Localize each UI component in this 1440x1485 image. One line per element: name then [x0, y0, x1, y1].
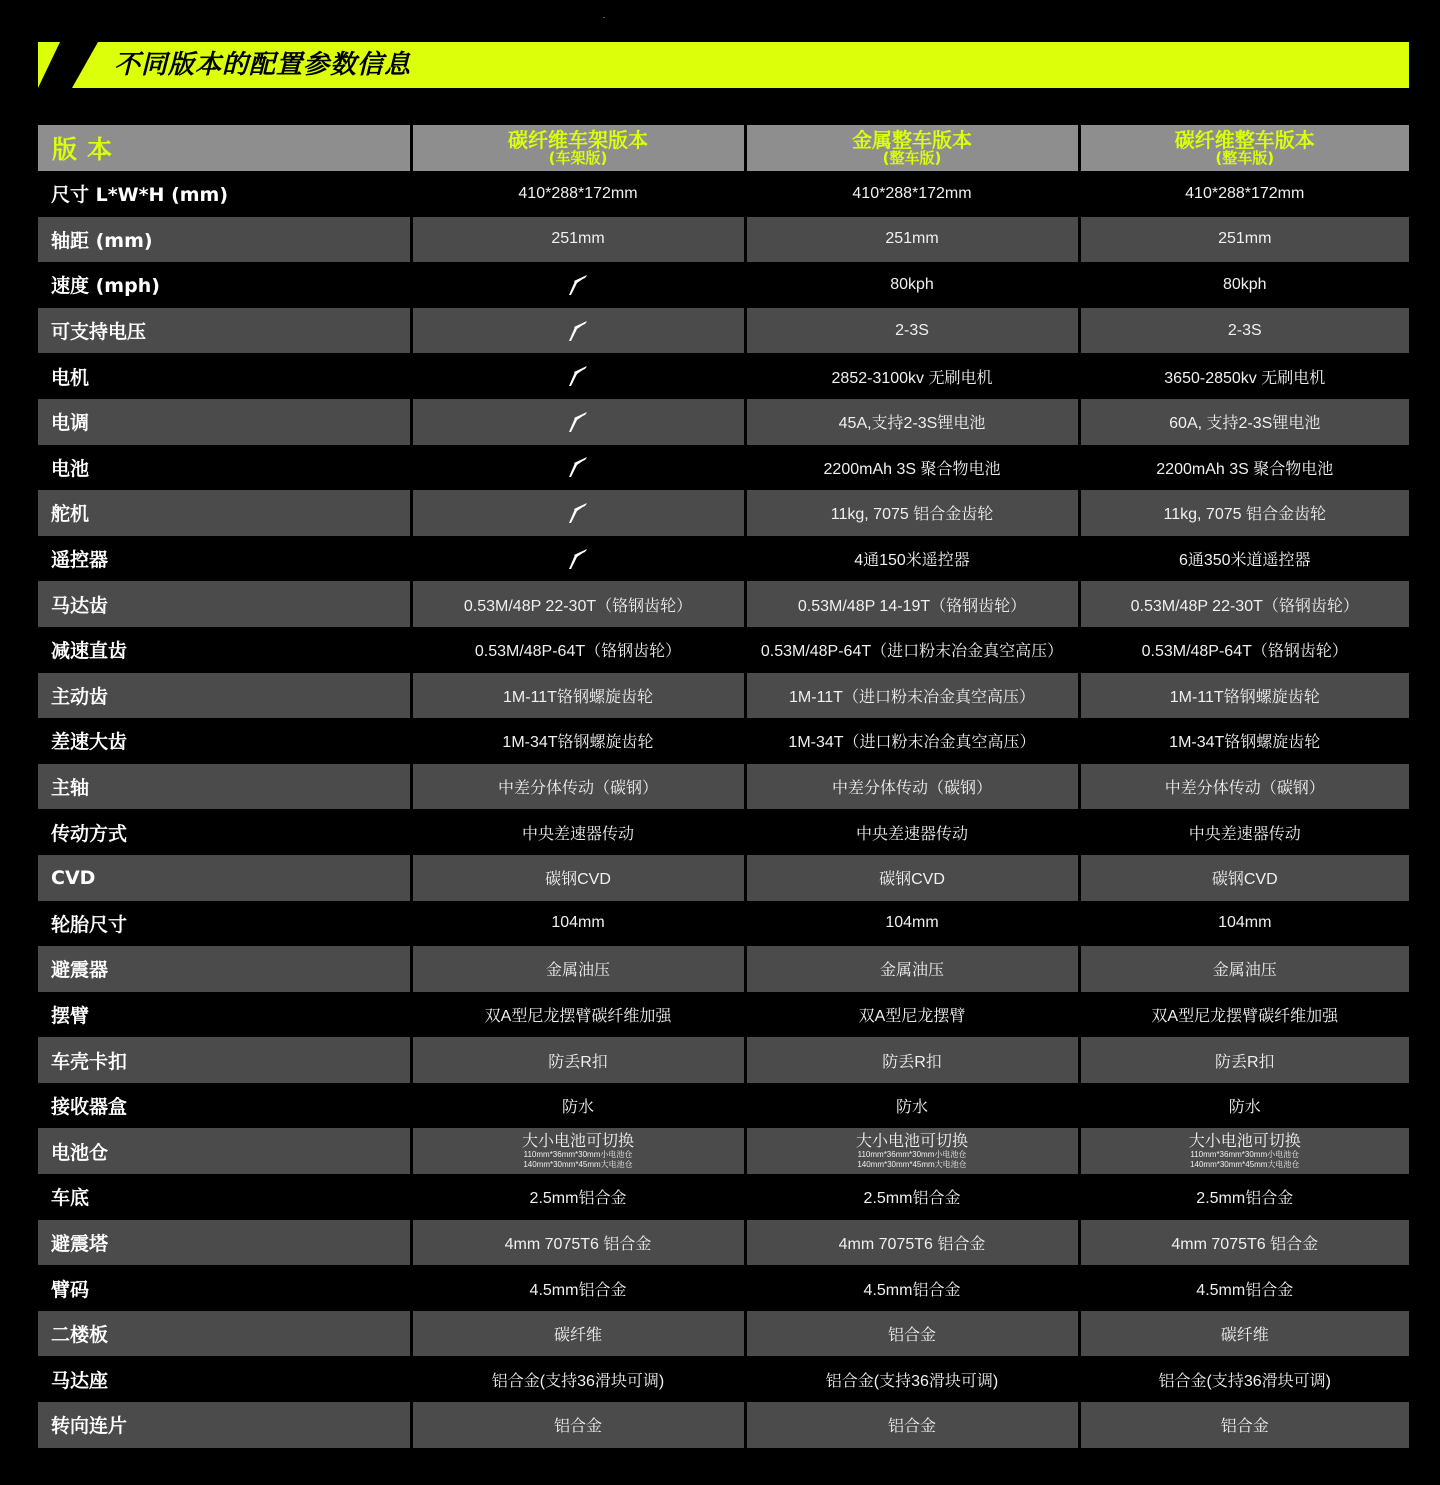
row-label: 接收器盒	[38, 1083, 411, 1129]
table-cell: 防水	[1079, 1083, 1409, 1129]
row-label: 电调	[38, 399, 411, 445]
table-row	[38, 627, 1409, 673]
table-cell: 碳钢CVD	[745, 855, 1079, 901]
table-row	[38, 1220, 1409, 1266]
table-cell: 0.53M/48P-64T（铬钢齿轮）	[411, 627, 745, 673]
slash-icon	[565, 455, 591, 479]
table-cell: 金属油压	[745, 946, 1079, 992]
table-row	[38, 1083, 1409, 1129]
row-label: 马达齿	[38, 581, 411, 627]
table-cell: 1M-11T（进口粉末冶金真空高压）	[745, 673, 1079, 719]
row-label: 舵机	[38, 490, 411, 536]
table-cell: 2200mAh 3S 聚合物电池	[1079, 445, 1409, 491]
slash-icon	[565, 547, 591, 571]
table-row	[38, 581, 1409, 627]
row-label: 轮胎尺寸	[38, 901, 411, 947]
table-cell: 4通150米遥控器	[745, 536, 1079, 582]
table-cell: 防水	[745, 1083, 1079, 1129]
table-cell: 0.53M/48P 22-30T（铬钢齿轮）	[1079, 581, 1409, 627]
table-cell	[411, 536, 745, 582]
table-cell: 1M-34T铬钢螺旋齿轮	[1079, 718, 1409, 764]
battery-main: 大小电池可切换	[855, 1132, 968, 1150]
table-cell: 1M-11T铬钢螺旋齿轮	[1079, 673, 1409, 719]
table-row	[38, 673, 1409, 719]
battery-line-2: 140mm*30mm*45mm大电池仓	[523, 1159, 633, 1169]
slash-icon	[565, 364, 591, 388]
table-cell: 双A型尼龙摆臂碳纤维加强	[411, 992, 745, 1038]
table-cell: 中差分体传动（碳钢）	[745, 764, 1079, 810]
row-label: 尺寸 L*W*H (mm)	[38, 171, 411, 217]
table-cell: 铝合金(支持36滑块可调)	[411, 1356, 745, 1402]
header-version-metal-full	[745, 125, 1079, 171]
table-cell: 2.5mm铝合金	[745, 1174, 1079, 1220]
table-cell: 6通350米道遥控器	[1079, 536, 1409, 582]
row-label: 车壳卡扣	[38, 1037, 411, 1083]
row-label: 速度 (mph)	[38, 262, 411, 308]
version-subtitle: (车架版)	[548, 148, 608, 167]
table-cell: 双A型尼龙摆臂碳纤维加强	[1079, 992, 1409, 1038]
version-subtitle: (整车版)	[1215, 148, 1275, 167]
table-cell: 防丢R扣	[745, 1037, 1079, 1083]
table-cell: 防丢R扣	[411, 1037, 745, 1083]
table-cell: 2-3S	[745, 308, 1079, 354]
row-label: 电池仓	[38, 1128, 411, 1174]
table-cell: 104mm	[745, 901, 1079, 947]
table-cell: 1M-34T（进口粉末冶金真空高压）	[745, 718, 1079, 764]
battery-line-2: 140mm*30mm*45mm大电池仓	[1190, 1159, 1300, 1169]
spec-table	[38, 125, 1409, 1448]
table-cell: 中央差速器传动	[1079, 809, 1409, 855]
row-label: 减速直齿	[38, 627, 411, 673]
table-cell: 碳纤维	[411, 1311, 745, 1357]
table-row	[38, 1265, 1409, 1311]
table-cell: 铝合金(支持36滑块可调)	[745, 1356, 1079, 1402]
table-cell: 4.5mm铝合金	[1079, 1265, 1409, 1311]
table-row	[38, 308, 1409, 354]
table-cell: 80kph	[745, 262, 1079, 308]
table-cell: 60A, 支持2-3S锂电池	[1079, 399, 1409, 445]
table-row	[38, 855, 1409, 901]
table-cell	[411, 399, 745, 445]
battery-line-2: 140mm*30mm*45mm大电池仓	[857, 1159, 967, 1169]
slash-icon	[565, 501, 591, 525]
table-cell: 4.5mm铝合金	[411, 1265, 745, 1311]
header-version-carbon-full	[1079, 125, 1409, 171]
table-cell: 双A型尼龙摆臂	[745, 992, 1079, 1038]
table-row	[38, 1037, 1409, 1083]
top-dot	[603, 17, 605, 18]
table-cell: 410*288*172mm	[411, 171, 745, 217]
table-header-row	[38, 125, 1409, 171]
table-cell: 104mm	[411, 901, 745, 947]
battery-main: 大小电池可切换	[521, 1132, 634, 1150]
table-cell	[411, 1128, 745, 1174]
table-cell: 251mm	[411, 217, 745, 263]
table-cell: 金属油压	[411, 946, 745, 992]
row-label: 传动方式	[38, 809, 411, 855]
table-cell	[745, 1128, 1079, 1174]
header-label: 版本	[38, 125, 411, 171]
row-label: 可支持电压	[38, 308, 411, 354]
row-label: 转向连片	[38, 1402, 411, 1448]
battery-line-1: 110mm*36mm*30mm小电池仓	[523, 1149, 633, 1159]
table-row	[38, 171, 1409, 217]
table-row	[38, 1311, 1409, 1357]
table-cell: 3650-2850kv 无刷电机	[1079, 353, 1409, 399]
section-banner	[38, 42, 1409, 88]
table-cell: 2852-3100kv 无刷电机	[745, 353, 1079, 399]
table-cell: 中差分体传动（碳钢）	[411, 764, 745, 810]
table-cell: 碳钢CVD	[411, 855, 745, 901]
banner-stripe-icon	[38, 42, 98, 88]
table-cell: 0.53M/48P 14-19T（铬钢齿轮）	[745, 581, 1079, 627]
table-cell	[411, 445, 745, 491]
table-row	[38, 992, 1409, 1038]
table-row	[38, 1402, 1409, 1448]
row-label: 电机	[38, 353, 411, 399]
table-cell	[411, 353, 745, 399]
table-cell: 铝合金	[411, 1402, 745, 1448]
table-cell: 4.5mm铝合金	[745, 1265, 1079, 1311]
table-row	[38, 946, 1409, 992]
table-cell	[411, 490, 745, 536]
table-row	[38, 1128, 1409, 1174]
banner-title: 不同版本的配置参数信息	[114, 50, 412, 80]
spec-table-body	[38, 171, 1409, 1448]
table-row	[38, 353, 1409, 399]
table-row	[38, 1174, 1409, 1220]
table-cell: 11kg, 7075 铝合金齿轮	[745, 490, 1079, 536]
table-cell: 4mm 7075T6 铝合金	[745, 1220, 1079, 1266]
header-version-carbon-frame	[411, 125, 745, 171]
table-cell: 410*288*172mm	[745, 171, 1079, 217]
table-cell	[411, 262, 745, 308]
version-title: 碳纤维车架版本	[508, 127, 648, 152]
row-label: 主动齿	[38, 673, 411, 719]
battery-main: 大小电池可切换	[1188, 1132, 1301, 1150]
table-row	[38, 217, 1409, 263]
table-cell: 碳纤维	[1079, 1311, 1409, 1357]
table-cell: 防水	[411, 1083, 745, 1129]
row-label: 避震器	[38, 946, 411, 992]
table-cell: 中央差速器传动	[411, 809, 745, 855]
table-cell: 45A,支持2-3S锂电池	[745, 399, 1079, 445]
table-cell: 1M-11T铬钢螺旋齿轮	[411, 673, 745, 719]
table-cell: 251mm	[1079, 217, 1409, 263]
table-row	[38, 262, 1409, 308]
row-label: 电池	[38, 445, 411, 491]
table-row	[38, 901, 1409, 947]
table-row	[38, 399, 1409, 445]
row-label: 轴距 (mm)	[38, 217, 411, 263]
table-cell: 11kg, 7075 铝合金齿轮	[1079, 490, 1409, 536]
row-label: 主轴	[38, 764, 411, 810]
table-cell: 碳钢CVD	[1079, 855, 1409, 901]
table-row	[38, 445, 1409, 491]
table-cell: 0.53M/48P 22-30T（铬钢齿轮）	[411, 581, 745, 627]
table-row	[38, 809, 1409, 855]
table-cell: 0.53M/48P-64T（铬钢齿轮）	[1079, 627, 1409, 673]
table-cell: 80kph	[1079, 262, 1409, 308]
table-cell	[411, 308, 745, 354]
table-cell: 2.5mm铝合金	[1079, 1174, 1409, 1220]
row-label: 避震塔	[38, 1220, 411, 1266]
battery-line-1: 110mm*36mm*30mm小电池仓	[1190, 1149, 1300, 1159]
table-cell: 防丢R扣	[1079, 1037, 1409, 1083]
row-label: 差速大齿	[38, 718, 411, 764]
slash-icon	[565, 273, 591, 297]
battery-line-1: 110mm*36mm*30mm小电池仓	[857, 1149, 967, 1159]
table-cell: 2-3S	[1079, 308, 1409, 354]
table-cell: 铝合金	[745, 1402, 1079, 1448]
table-cell: 2200mAh 3S 聚合物电池	[745, 445, 1079, 491]
row-label: 马达座	[38, 1356, 411, 1402]
row-label: CVD	[38, 855, 411, 901]
row-label: 臂码	[38, 1265, 411, 1311]
table-cell: 铝合金(支持36滑块可调)	[1079, 1356, 1409, 1402]
version-title: 金属整车版本	[852, 127, 972, 152]
table-row	[38, 1356, 1409, 1402]
table-cell: 2.5mm铝合金	[411, 1174, 745, 1220]
table-cell: 金属油压	[1079, 946, 1409, 992]
table-cell: 中央差速器传动	[745, 809, 1079, 855]
row-label: 摆臂	[38, 992, 411, 1038]
table-row	[38, 718, 1409, 764]
table-cell: 4mm 7075T6 铝合金	[411, 1220, 745, 1266]
row-label: 二楼板	[38, 1311, 411, 1357]
slash-icon	[565, 319, 591, 343]
table-cell: 104mm	[1079, 901, 1409, 947]
table-row	[38, 536, 1409, 582]
table-cell: 铝合金	[1079, 1402, 1409, 1448]
table-cell: 410*288*172mm	[1079, 171, 1409, 217]
table-cell: 中差分体传动（碳钢）	[1079, 764, 1409, 810]
table-row	[38, 490, 1409, 536]
table-cell	[1079, 1128, 1409, 1174]
version-title: 碳纤维整车版本	[1174, 127, 1315, 152]
table-cell: 0.53M/48P-64T（进口粉末冶金真空高压）	[745, 627, 1079, 673]
row-label: 车底	[38, 1174, 411, 1220]
table-cell: 铝合金	[745, 1311, 1079, 1357]
table-cell: 4mm 7075T6 铝合金	[1079, 1220, 1409, 1266]
table-cell: 251mm	[745, 217, 1079, 263]
version-subtitle: (整车版)	[882, 148, 942, 167]
slash-icon	[565, 410, 591, 434]
table-row	[38, 764, 1409, 810]
row-label: 遥控器	[38, 536, 411, 582]
table-cell: 1M-34T铬钢螺旋齿轮	[411, 718, 745, 764]
